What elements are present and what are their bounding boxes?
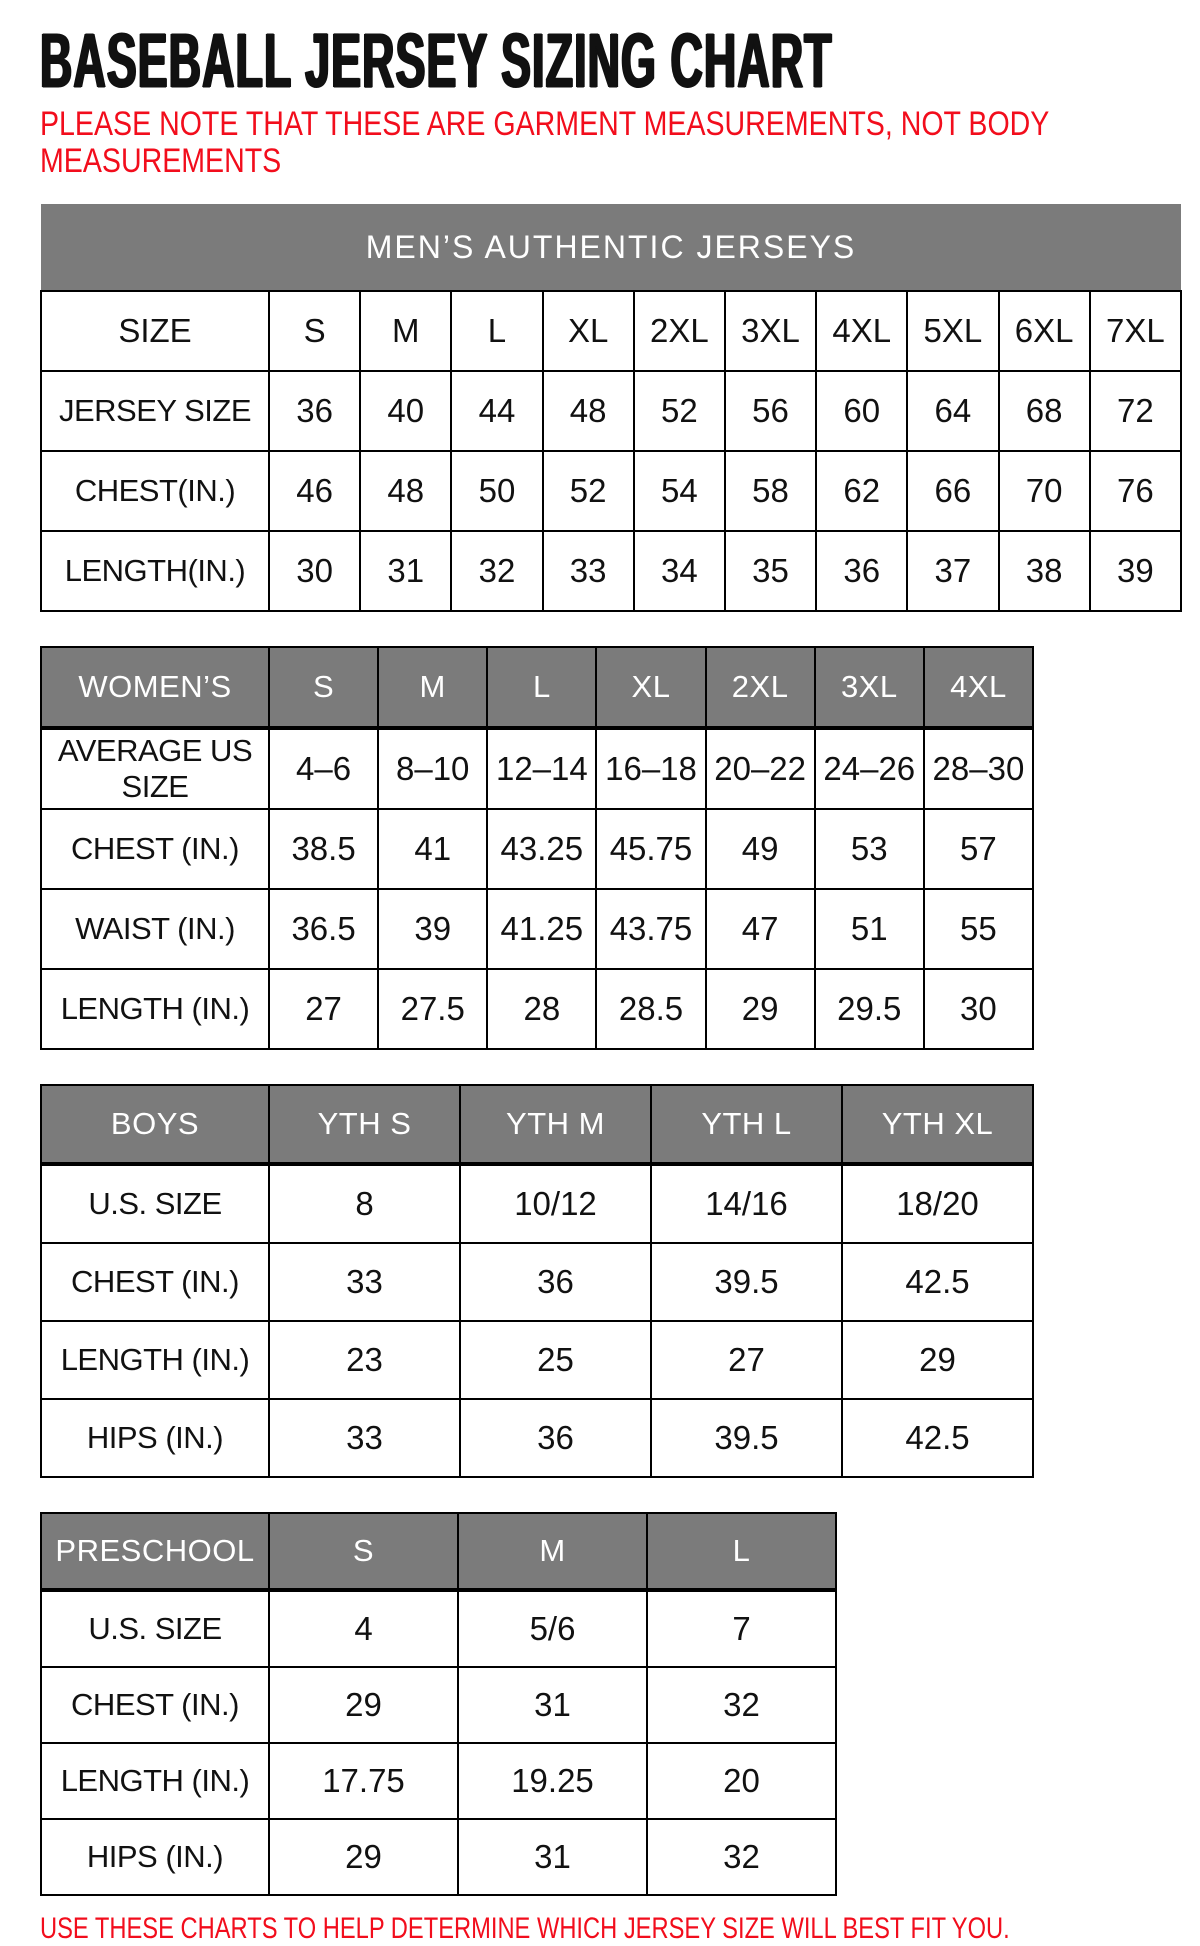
boys-measurement-cell: 25 [460,1321,651,1399]
preschool-measurement-cell: 5/6 [458,1590,647,1667]
womens-measurement-cell: 12–14 [487,728,596,809]
boys-measurement-cell: 29 [842,1321,1033,1399]
mens-size-column-header: M [360,291,451,371]
mens-row-label: LENGTH(IN.) [41,531,269,611]
preschool-row-label: U.S. SIZE [41,1590,269,1667]
womens-measurement-cell: 36.5 [269,889,378,969]
preschool-measurement-cell: 31 [458,1667,647,1743]
preschool-size-column-header: L [647,1513,836,1590]
womens-table-row [41,728,1033,809]
boys-measurement-cell: 33 [269,1399,460,1477]
womens-measurement-cell: 57 [924,809,1033,889]
footer-advice-note: USE THESE CHARTS TO HELP DETERMINE WHICH JERSEY SIZE WILL BEST FIT YOU. [40,1912,1010,1945]
preschool-measurement-cell: 31 [458,1819,647,1895]
boys-size-column-header: YTH XL [842,1085,1033,1164]
boys-row-label: U.S. SIZE [41,1164,269,1243]
womens-measurement-cell: 27 [269,969,378,1049]
mens-size-column-header: 7XL [1090,291,1181,371]
womens-measurement-cell: 29 [706,969,815,1049]
preschool-measurement-cell: 32 [647,1667,836,1743]
preschool-size-column-header: M [458,1513,647,1590]
mens-banner: MEN’S AUTHENTIC JERSEYS [41,204,1181,291]
womens-size-column-header: XL [596,647,705,728]
preschool-sizing-table [40,1512,837,1896]
mens-measurement-cell: 30 [269,531,360,611]
mens-measurement-cell: 72 [1090,371,1181,451]
size-tables-section [40,204,1180,1896]
womens-measurement-cell: 53 [815,809,924,889]
boys-size-column-header: YTH M [460,1085,651,1164]
boys-table-row [41,1399,1033,1477]
womens-measurement-cell: 55 [924,889,1033,969]
womens-measurement-cell: 29.5 [815,969,924,1049]
womens-size-column-header: 2XL [706,647,815,728]
womens-table-row [41,969,1033,1049]
womens-measurement-cell: 45.75 [596,809,705,889]
womens-measurement-cell: 47 [706,889,815,969]
boys-measurement-cell: 39.5 [651,1243,842,1321]
mens-measurement-cell: 33 [543,531,634,611]
page-title [40,18,1180,104]
boys-measurement-cell: 39.5 [651,1399,842,1477]
mens-row-label: CHEST(IN.) [41,451,269,531]
mens-table-row [41,531,1181,611]
footer-note-wrap [40,1912,1180,1946]
mens-measurement-cell: 36 [269,371,360,451]
womens-measurement-cell: 4–6 [269,728,378,809]
boys-measurement-cell: 10/12 [460,1164,651,1243]
mens-measurement-cell: 62 [816,451,907,531]
preschool-measurement-cell: 19.25 [458,1743,647,1819]
boys-measurement-cell: 23 [269,1321,460,1399]
preschool-measurement-cell: 29 [269,1819,458,1895]
mens-measurement-cell: 48 [543,371,634,451]
preschool-measurement-cell: 17.75 [269,1743,458,1819]
womens-measurement-cell: 38.5 [269,809,378,889]
mens-size-column-header: XL [543,291,634,371]
preschool-table-row [41,1819,836,1895]
preschool-table-row [41,1667,836,1743]
boys-measurement-cell: 36 [460,1243,651,1321]
mens-measurement-cell: 60 [816,371,907,451]
womens-row-label: CHEST (IN.) [41,809,269,889]
boys-header-row [41,1085,1033,1164]
womens-header-label: WOMEN’S [41,647,269,728]
mens-row-label: JERSEY SIZE [41,371,269,451]
mens-table-row [41,451,1181,531]
mens-measurement-cell: 48 [360,451,451,531]
mens-measurement-cell: 31 [360,531,451,611]
preschool-measurement-cell: 7 [647,1590,836,1667]
mens-header-row [41,291,1181,371]
mens-size-column-header: 2XL [634,291,725,371]
preschool-header-label: PRESCHOOL [41,1513,269,1590]
mens-size-column-header: S [269,291,360,371]
boys-table-row [41,1321,1033,1399]
womens-measurement-cell: 16–18 [596,728,705,809]
mens-measurement-cell: 44 [451,371,542,451]
mens-measurement-cell: 58 [725,451,816,531]
womens-size-column-header: 4XL [924,647,1033,728]
womens-size-column-header: S [269,647,378,728]
boys-table-row [41,1243,1033,1321]
preschool-table-row [41,1743,836,1819]
boys-table-row [41,1164,1033,1243]
womens-measurement-cell: 8–10 [378,728,487,809]
boys-measurement-cell: 42.5 [842,1243,1033,1321]
preschool-table-row [41,1590,836,1667]
womens-size-column-header: M [378,647,487,728]
mens-measurement-cell: 37 [907,531,998,611]
mens-measurement-cell: 76 [1090,451,1181,531]
mens-measurement-cell: 38 [999,531,1090,611]
boys-size-column-header: YTH L [651,1085,842,1164]
womens-measurement-cell: 49 [706,809,815,889]
boys-measurement-cell: 42.5 [842,1399,1033,1477]
garment-note-wrap [40,106,1180,184]
boys-size-column-header: YTH S [269,1085,460,1164]
mens-measurement-cell: 39 [1090,531,1181,611]
mens-measurement-cell: 52 [634,371,725,451]
boys-measurement-cell: 8 [269,1164,460,1243]
mens-header-label: SIZE [41,291,269,371]
mens-measurement-cell: 46 [269,451,360,531]
mens-sizing-table [40,204,1182,612]
mens-measurement-cell: 40 [360,371,451,451]
boys-measurement-cell: 27 [651,1321,842,1399]
mens-measurement-cell: 32 [451,531,542,611]
boys-row-label: HIPS (IN.) [41,1399,269,1477]
mens-measurement-cell: 54 [634,451,725,531]
womens-sizing-table [40,646,1034,1050]
preschool-header-row [41,1513,836,1590]
womens-measurement-cell: 51 [815,889,924,969]
mens-size-column-header: 4XL [816,291,907,371]
womens-header-row [41,647,1033,728]
mens-measurement-cell: 34 [634,531,725,611]
womens-size-column-header: L [487,647,596,728]
womens-measurement-cell: 41 [378,809,487,889]
mens-measurement-cell: 66 [907,451,998,531]
preschool-measurement-cell: 29 [269,1667,458,1743]
womens-measurement-cell: 28 [487,969,596,1049]
boys-measurement-cell: 14/16 [651,1164,842,1243]
boys-measurement-cell: 36 [460,1399,651,1477]
boys-measurement-cell: 33 [269,1243,460,1321]
boys-measurement-cell: 18/20 [842,1164,1033,1243]
mens-measurement-cell: 52 [543,451,634,531]
page-title-text: BASEBALL JERSEY SIZING CHART [40,18,833,104]
preschool-row-label: LENGTH (IN.) [41,1743,269,1819]
mens-size-column-header: L [451,291,542,371]
womens-measurement-cell: 43.75 [596,889,705,969]
womens-row-label: LENGTH (IN.) [41,969,269,1049]
boys-row-label: LENGTH (IN.) [41,1321,269,1399]
garment-measurements-note: PLEASE NOTE THAT THESE ARE GARMENT MEASUREMENTS, NOT BODY MEASUREMENTS [40,105,1049,180]
womens-size-column-header: 3XL [815,647,924,728]
mens-size-column-header: 3XL [725,291,816,371]
womens-measurement-cell: 30 [924,969,1033,1049]
boys-row-label: CHEST (IN.) [41,1243,269,1321]
mens-size-column-header: 5XL [907,291,998,371]
womens-measurement-cell: 39 [378,889,487,969]
womens-measurement-cell: 20–22 [706,728,815,809]
mens-measurement-cell: 35 [725,531,816,611]
womens-row-label: WAIST (IN.) [41,889,269,969]
womens-measurement-cell: 24–26 [815,728,924,809]
preschool-measurement-cell: 32 [647,1819,836,1895]
preschool-row-label: CHEST (IN.) [41,1667,269,1743]
womens-measurement-cell: 28.5 [596,969,705,1049]
womens-measurement-cell: 41.25 [487,889,596,969]
womens-table-row [41,809,1033,889]
preschool-row-label: HIPS (IN.) [41,1819,269,1895]
mens-measurement-cell: 56 [725,371,816,451]
preschool-size-column-header: S [269,1513,458,1590]
womens-measurement-cell: 43.25 [487,809,596,889]
mens-size-column-header: 6XL [999,291,1090,371]
mens-measurement-cell: 68 [999,371,1090,451]
womens-row-label: AVERAGE US SIZE [41,728,269,809]
mens-measurement-cell: 70 [999,451,1090,531]
womens-measurement-cell: 27.5 [378,969,487,1049]
boys-sizing-table [40,1084,1034,1478]
mens-measurement-cell: 64 [907,371,998,451]
mens-measurement-cell: 36 [816,531,907,611]
preschool-measurement-cell: 4 [269,1590,458,1667]
boys-header-label: BOYS [41,1085,269,1164]
mens-measurement-cell: 50 [451,451,542,531]
mens-table-row [41,371,1181,451]
preschool-measurement-cell: 20 [647,1743,836,1819]
womens-measurement-cell: 28–30 [924,728,1033,809]
womens-table-row [41,889,1033,969]
